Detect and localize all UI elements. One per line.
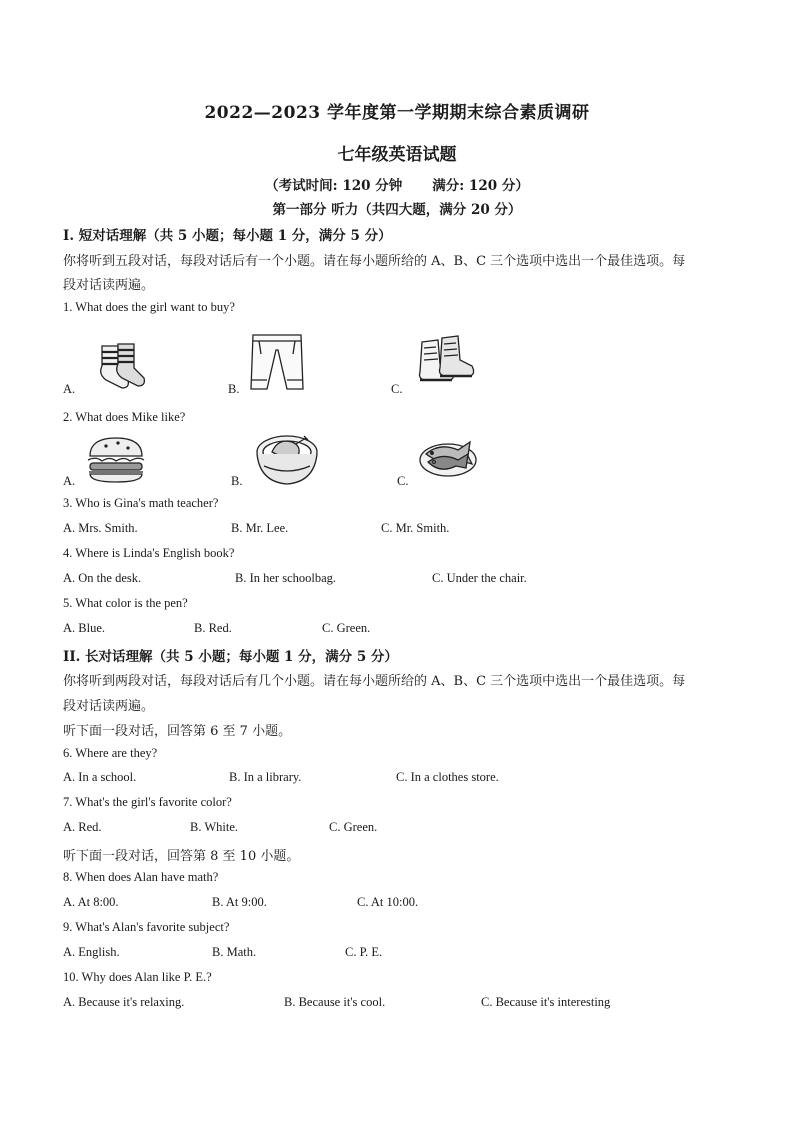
q10-option-c[interactable]: C. Because it's interesting xyxy=(481,995,611,1009)
question-2: 2. What does Mike like? xyxy=(63,410,186,424)
q5-option-c[interactable]: C. Green. xyxy=(322,621,371,635)
section2-subheading-2: 听下面一段对话，回答第 8 至 10 小题。 xyxy=(63,849,300,864)
q2-option-c-label[interactable]: C. xyxy=(397,474,409,488)
question-8: 8. When does Alan have math? xyxy=(63,870,219,884)
fish-icon xyxy=(416,432,480,480)
q4-option-a[interactable]: A. On the desk. xyxy=(63,571,142,585)
section2-instructions-2: 段对话读两遍。 xyxy=(63,699,155,714)
q6-option-c[interactable]: C. In a clothes store. xyxy=(396,770,499,784)
exam-score: 满分: 120 分） xyxy=(432,178,529,194)
section1-instructions-2: 段对话读两遍。 xyxy=(63,278,155,293)
q1-option-c-label[interactable]: C. xyxy=(391,382,403,396)
section1-heading: I. 短对话理解（共 5 小题；每小题 1 分，满分 5 分） xyxy=(63,228,392,244)
question-5: 5. What color is the pen? xyxy=(63,596,188,610)
q7-option-b[interactable]: B. White. xyxy=(190,820,239,834)
question-6: 6. Where are they? xyxy=(63,746,158,760)
q2-option-a-label[interactable]: A. xyxy=(63,474,76,488)
q5-option-a[interactable]: A. Blue. xyxy=(63,621,106,635)
q3-option-a[interactable]: A. Mrs. Smith. xyxy=(63,521,138,535)
q5-option-b[interactable]: B. Red. xyxy=(194,621,232,635)
section2-subheading-1: 听下面一段对话，回答第 6 至 7 小题。 xyxy=(63,724,292,739)
boots-icon xyxy=(412,334,478,388)
chicken-bowl-icon xyxy=(254,430,320,488)
exam-time: （考试时间: 120 分钟 xyxy=(265,178,403,194)
q6-option-a[interactable]: A. In a school. xyxy=(63,770,137,784)
q10-option-a[interactable]: A. Because it's relaxing. xyxy=(63,995,185,1009)
question-4: 4. Where is Linda's English book? xyxy=(63,546,235,560)
q9-option-a[interactable]: A. English. xyxy=(63,945,120,959)
question-3: 3. Who is Gina's math teacher? xyxy=(63,496,219,510)
q4-option-b[interactable]: B. In her schoolbag. xyxy=(235,571,337,585)
socks-icon xyxy=(84,340,150,392)
question-7: 7. What's the girl's favorite color? xyxy=(63,795,232,809)
exam-subtitle: 七年级英语试题 xyxy=(337,145,457,165)
question-1: 1. What does the girl want to buy? xyxy=(63,300,235,314)
pants-icon xyxy=(247,332,307,392)
q10-option-b[interactable]: B. Because it's cool. xyxy=(284,995,386,1009)
q3-option-c[interactable]: C. Mr. Smith. xyxy=(381,521,450,535)
q3-option-b[interactable]: B. Mr. Lee. xyxy=(231,521,289,535)
q8-option-c[interactable]: C. At 10:00. xyxy=(357,895,419,909)
q7-option-a[interactable]: A. Red. xyxy=(63,820,102,834)
q1-option-a-label[interactable]: A. xyxy=(63,382,76,396)
part-heading: 第一部分 听力（共四大题，满分 20 分） xyxy=(272,202,522,218)
q9-option-b[interactable]: B. Math. xyxy=(212,945,257,959)
section1-instructions-1: 你将听到五段对话，每段对话后有一个小题。请在每小题所给的 A、B、C 三个选项中选出一个最佳选项。每 xyxy=(63,254,686,269)
q2-option-b-label[interactable]: B. xyxy=(231,474,243,488)
q7-option-c[interactable]: C. Green. xyxy=(329,820,378,834)
q8-option-b[interactable]: B. At 9:00. xyxy=(212,895,267,909)
question-9: 9. What's Alan's favorite subject? xyxy=(63,920,230,934)
q4-option-c[interactable]: C. Under the chair. xyxy=(432,571,527,585)
section2-heading: II. 长对话理解（共 5 小题；每小题 1 分，满分 5 分） xyxy=(63,649,398,665)
exam-meta xyxy=(0,174,794,194)
q1-option-b-label[interactable]: B. xyxy=(228,382,240,396)
q8-option-a[interactable]: A. At 8:00. xyxy=(63,895,119,909)
hamburger-icon xyxy=(84,434,148,486)
section2-instructions-1: 你将听到两段对话，每段对话后有几个小题。请在每小题所给的 A、B、C 三个选项中选出一个最佳选项。每 xyxy=(63,674,686,689)
question-10: 10. Why does Alan like P. E.? xyxy=(63,970,212,984)
exam-title: 2022—2023 学年度第一学期期末综合素质调研 xyxy=(204,103,590,123)
q9-option-c[interactable]: C. P. E. xyxy=(345,945,383,959)
q6-option-b[interactable]: B. In a library. xyxy=(229,770,302,784)
